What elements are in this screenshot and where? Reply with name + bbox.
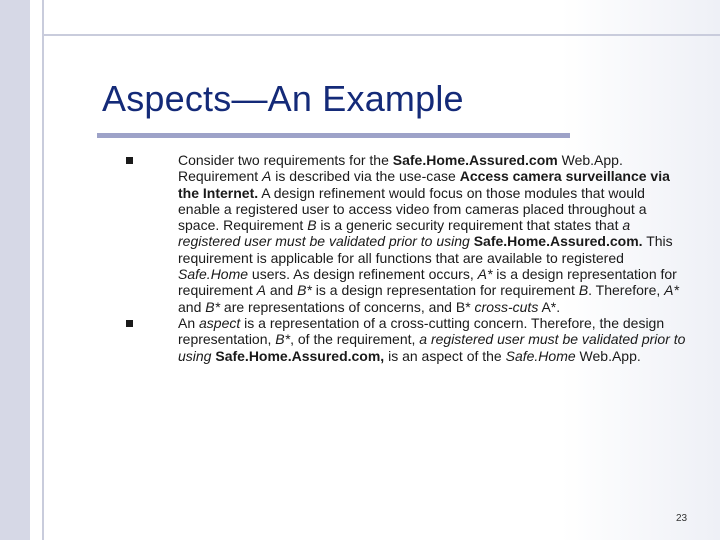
bullet-text-segment: Safe.Home bbox=[505, 347, 576, 364]
bullet-text-segment: are representations of concerns, and B* bbox=[220, 298, 475, 315]
bullet-text-segment: and bbox=[265, 282, 298, 299]
left-decor-line bbox=[42, 0, 44, 540]
bullet-text-segment: , of the requirement, bbox=[290, 331, 420, 348]
bullet-text-segment: Web.App. Requirement bbox=[178, 152, 623, 185]
bullet-text-segment: Safe.Home.Assured.com bbox=[392, 152, 558, 168]
page-number: 23 bbox=[676, 513, 688, 524]
bullet-text-segment: B* bbox=[297, 282, 312, 299]
bullet-item bbox=[126, 152, 686, 315]
title-underline bbox=[97, 133, 570, 138]
bullet-text-segment: is an aspect of the bbox=[384, 347, 506, 364]
bullet-item bbox=[126, 315, 686, 364]
bullet-square-icon bbox=[126, 157, 133, 164]
bullet-list bbox=[126, 152, 686, 364]
bullet-text-segment: is a representation of a cross-cutting concern. Therefore, the design representation, bbox=[178, 314, 665, 348]
bullet-text-segment: and bbox=[178, 298, 206, 315]
bullet-text-segment: B* bbox=[275, 331, 291, 348]
bullet-text-segment: is described via the use-case bbox=[271, 168, 460, 185]
bullet-text-segment: A bbox=[262, 168, 272, 185]
bullet-square-icon bbox=[126, 320, 133, 327]
bullet-text-segment: cross-cuts bbox=[474, 298, 539, 315]
bullet-text-segment: Safe.Home bbox=[178, 266, 249, 283]
bullet-text-segment: users. As design refinement occurs, bbox=[248, 266, 478, 283]
bullet-text-segment: B bbox=[578, 282, 589, 299]
bullet-text-segment: . Therefore, bbox=[588, 282, 665, 299]
bullet-text-segment: A bbox=[256, 282, 266, 299]
bullet-text-segment: is a design representation for requirement bbox=[311, 282, 579, 299]
slide-title: Aspects—An Example bbox=[102, 78, 464, 119]
bullet-text-segment: A design refinement would focus on those modules that would enable a registered user to access video from cameras placed throughout a space. Requirement bbox=[178, 184, 647, 234]
bullet-text-segment: is a generic security requirement that states that bbox=[316, 217, 623, 234]
bullet-text-segment: Web.App. bbox=[575, 347, 641, 364]
bullet-text-segment: B bbox=[307, 217, 317, 234]
bullet-text-segment: a registered user must be validated prior to using bbox=[178, 331, 686, 364]
bullet-text-segment: A* bbox=[477, 266, 493, 283]
bullet-text-segment: An bbox=[178, 314, 200, 331]
bullet-text-segment: A*. bbox=[538, 298, 561, 315]
top-decor-line bbox=[42, 34, 720, 36]
left-decor-band bbox=[0, 0, 30, 540]
bullet-text-segment: Consider two requirements for the bbox=[178, 152, 393, 168]
bullet-text-segment: Safe.Home.Assured.com, bbox=[215, 347, 385, 364]
bullet-text-segment: Safe.Home.Assured.com. bbox=[473, 233, 643, 250]
bullet-text-segment: B* bbox=[205, 298, 221, 315]
bullet-text-segment: This requirement is applicable for all functions that are available to registered bbox=[178, 233, 673, 266]
bullet-text-segment: A* bbox=[664, 282, 679, 299]
bullet-text-segment: aspect bbox=[199, 314, 241, 331]
bullet-text-segment: a registered user must be validated prior to using bbox=[178, 217, 631, 250]
bullet-text-segment: is a design representation for requirement bbox=[178, 266, 677, 299]
bullet-text-segment: Access camera surveillance via the Internet. bbox=[178, 168, 670, 201]
